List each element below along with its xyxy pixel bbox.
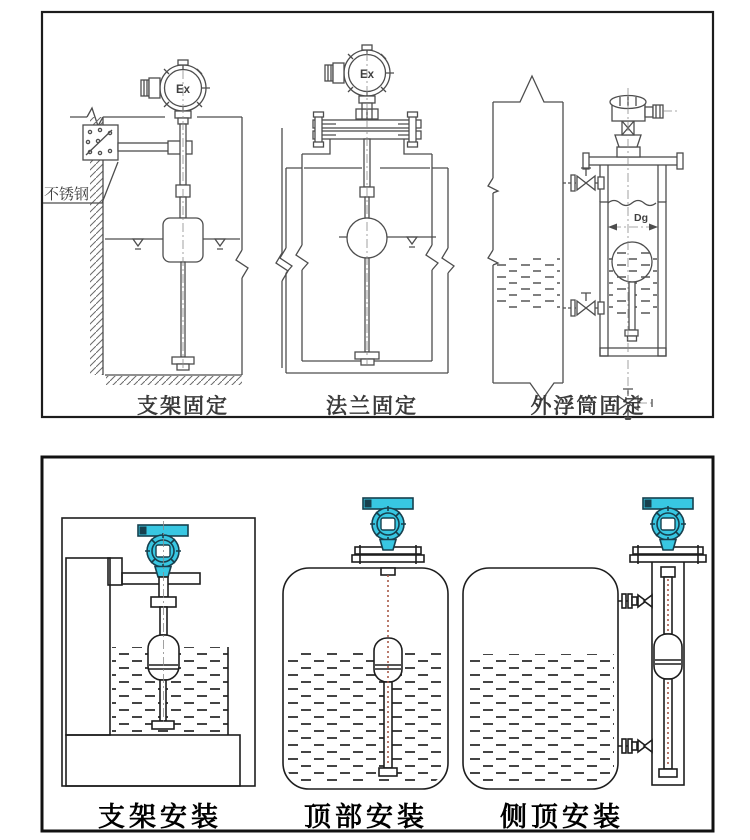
dimension-label: Dg (634, 212, 648, 224)
liquid (467, 654, 614, 782)
fixing-methods-panel (40, 10, 715, 420)
caption-bracket-fixing: 支架固定 (137, 395, 229, 418)
caption-external-chamber-fixing: 外浮筒固定 (530, 395, 646, 418)
ex-marking: Ex (359, 69, 375, 81)
guide-rod (629, 282, 635, 330)
material-label: 不锈钢 (44, 186, 90, 203)
caption-flange-fixing: 法兰固定 (326, 395, 418, 418)
guide-rod (384, 682, 392, 768)
caption-top-installation: 顶部安装 (304, 802, 428, 832)
guide-rod (160, 680, 166, 721)
ex-marking: Ex (175, 84, 191, 96)
installation-methods-panel (40, 455, 715, 835)
float-body (374, 638, 402, 682)
float-body (654, 634, 682, 679)
liquid (287, 652, 444, 785)
caption-bracket-installation: 支架安装 (98, 802, 222, 832)
tank-liquid (496, 258, 560, 308)
caption-side-top-installation: 侧顶安装 (500, 802, 624, 832)
